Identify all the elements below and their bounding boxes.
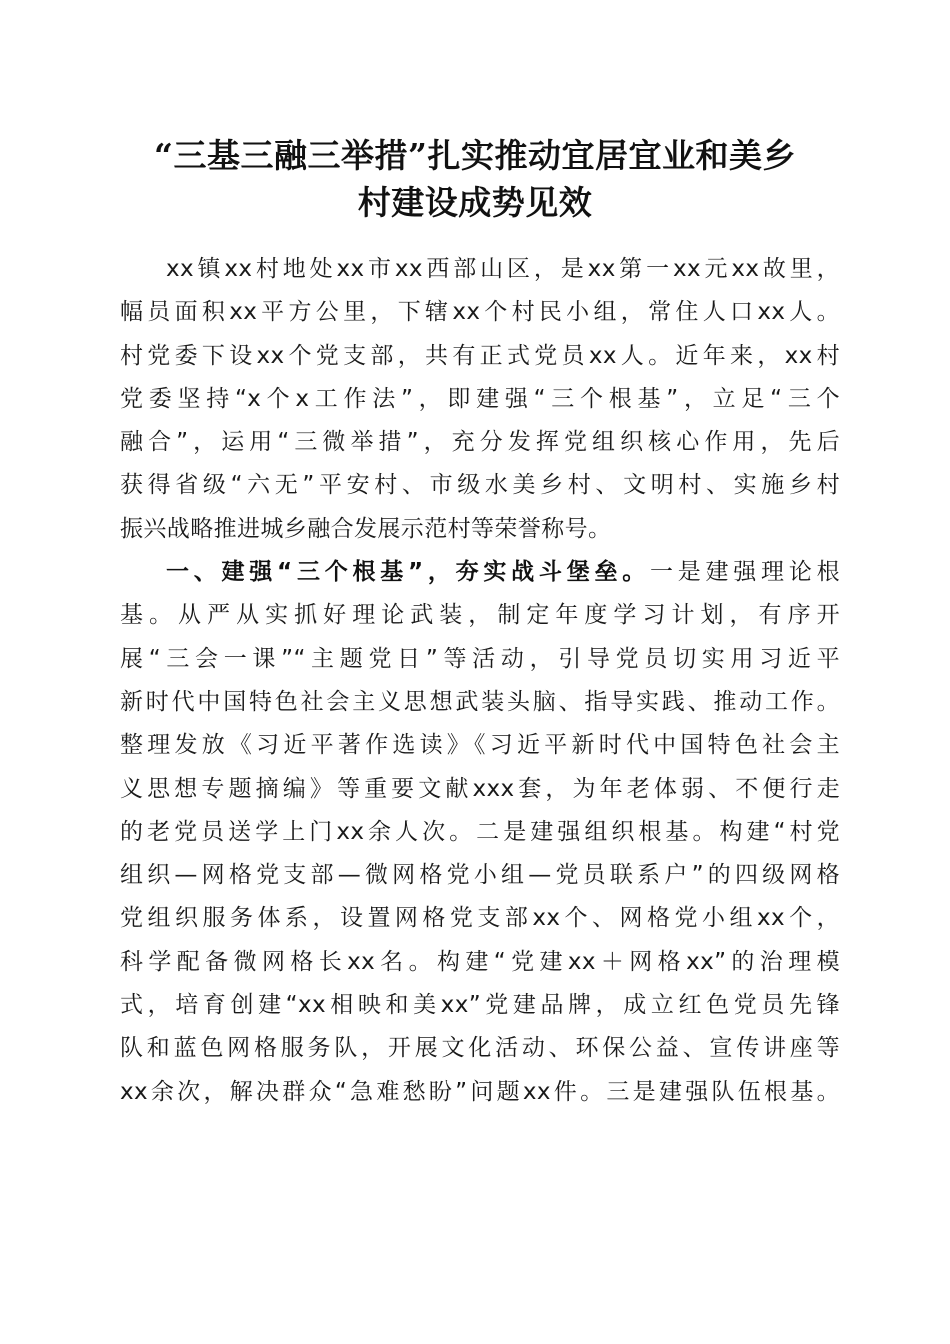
text-line: 科学配备微网格长xx名。构建“党建xx＋网格xx”的治理模 (120, 948, 840, 975)
text-line: 振兴战略推进城乡融合发展示范村等荣誉称号。 (120, 515, 612, 542)
text-line: 队和蓝色网格服务队，开展文化活动、环保公益、宣传讲座等 (120, 1035, 840, 1062)
document-title (100, 132, 850, 226)
text-line: xx镇xx村地处xx市xx西部山区，是xx第一xx元xx故里， (166, 256, 840, 282)
text-line: 展“三会一课”“主题党日”等活动，引导党员切实用习近平 (120, 645, 840, 672)
text-line: 新时代中国特色社会主义思想武装头脑、指导实践、推动工作。 (120, 688, 840, 715)
paragraph-section-1 (120, 551, 840, 1114)
text-line: 义思想专题摘编》等重要文献xxx套，为年老体弱、不便行走 (120, 775, 840, 802)
text-line: 组织—网格党支部—微网格党小组—党员联系户”的四级网格 (120, 862, 840, 889)
section-text-start: 一是建强理论根 (650, 559, 840, 586)
text-line: xx余次，解决群众“急难愁盼”问题xx件。三是建强队伍根基。 (120, 1078, 840, 1105)
text-line: 党组织服务体系，设置网格党支部xx个、网格党小组xx个， (120, 905, 840, 932)
text-line: 融合”，运用“三微举措”，充分发挥党组织核心作用，先后 (120, 429, 840, 456)
text-line: 党委坚持“x个x工作法”，即建强“三个根基”，立足“三个 (120, 385, 840, 412)
title-line-2: 村建设成势见效 (357, 183, 593, 222)
title-line-1: “三基三融三举措”扎实推动宜居宜业和美乡 (154, 136, 796, 175)
document-body (120, 248, 840, 1114)
section-heading: 一、建强“三个根基”，夯实战斗堡垒。 (166, 559, 650, 586)
text-line: 的老党员送学上门xx余人次。二是建强组织根基。构建“村党 (120, 818, 840, 845)
text-line: 村党委下设xx个党支部，共有正式党员xx人。近年来，xx村 (120, 342, 840, 369)
text-line: 整理发放《习近平著作选读》《习近平新时代中国特色社会主 (120, 732, 840, 759)
paragraph-intro (120, 248, 840, 551)
text-line: 幅员面积xx平方公里，下辖xx个村民小组，常住人口xx人。 (120, 299, 840, 326)
text-line: 获得省级“六无”平安村、市级水美乡村、文明村、实施乡村 (120, 472, 840, 499)
text-line: 式，培育创建“xx相映和美xx”党建品牌，成立红色党员先锋 (120, 992, 840, 1019)
text-line: 基。从严从实抓好理论武装，制定年度学习计划，有序开 (120, 602, 840, 629)
text-line (120, 551, 840, 594)
